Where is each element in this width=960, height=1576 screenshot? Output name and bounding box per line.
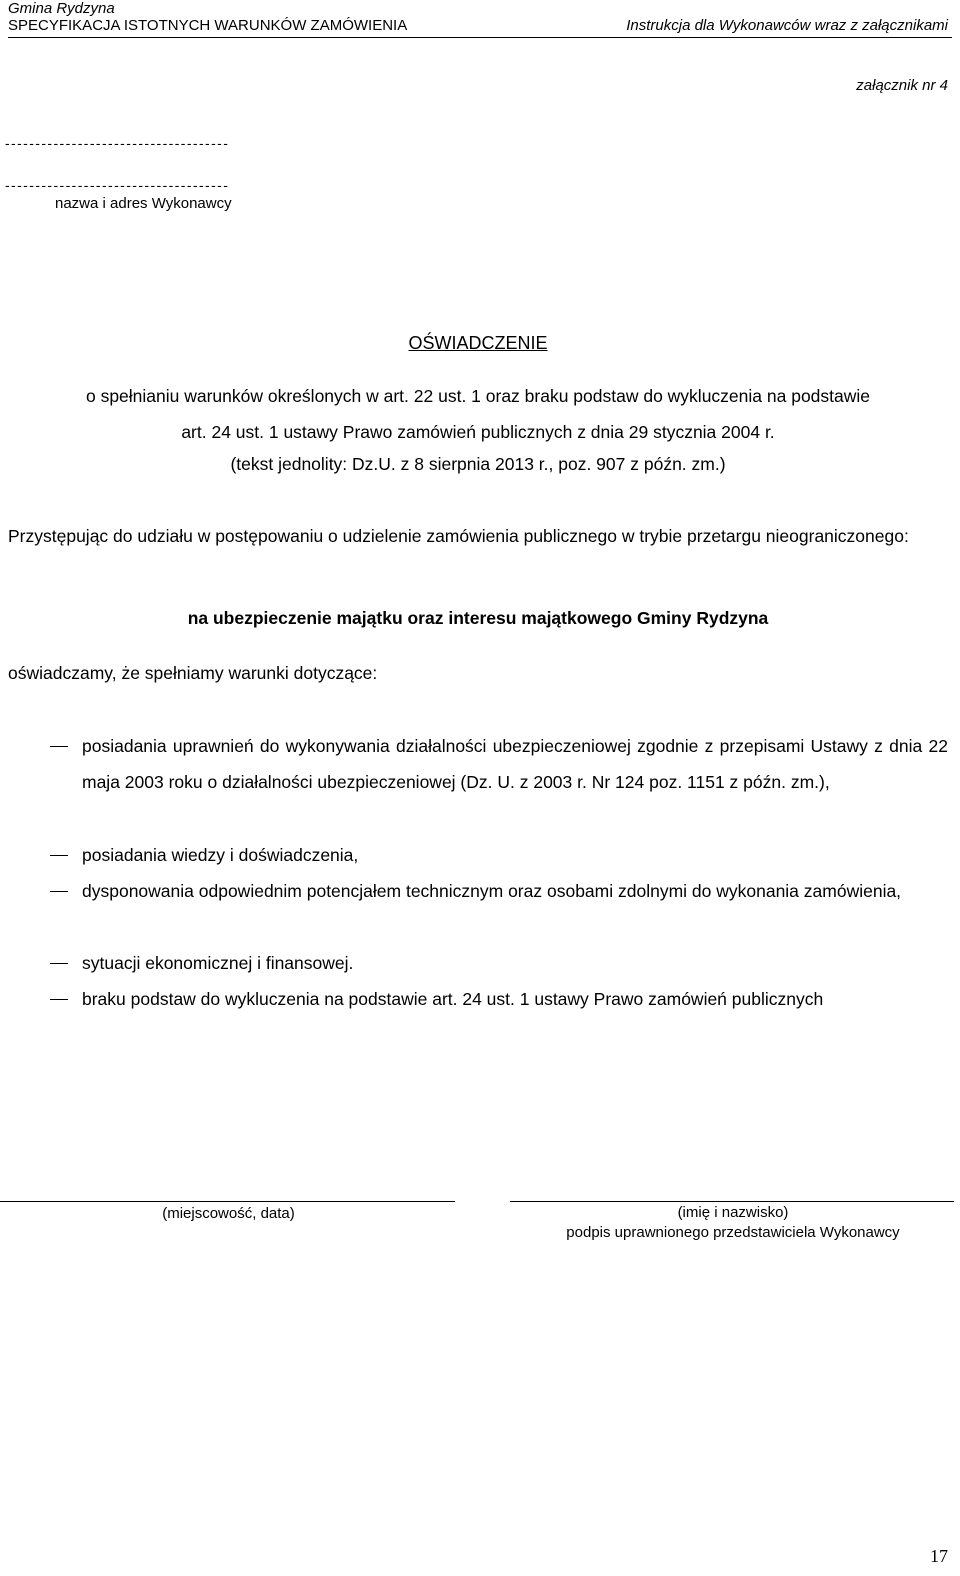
annex-label: załącznik nr 4 xyxy=(856,77,948,94)
contractor-label: nazwa i adres Wykonawcy xyxy=(55,195,232,212)
condition-item: dysponowania odpowiednim potencjałem technicznym oraz osobami zdolnymi do wykonania zamówienia, xyxy=(82,881,902,901)
condition-item: posiadania uprawnień do wykonywania działalności ubezpieczeniowej zgodnie z przepisami Ustawy z dnia 22 maja 2003 roku o działalności ubezpieczeniowej (Dz. U. z 2003 r. Nr 124 poz. 1151 z późn. zm.), xyxy=(82,736,948,792)
signature-line xyxy=(510,1201,954,1202)
contractor-fill-line-2: ------------------------------------- xyxy=(5,180,230,190)
statement-title: OŚWIADCZENIE xyxy=(408,333,548,353)
header-rule xyxy=(8,37,952,38)
procurement-subject: na ubezpieczenie majątku oraz interesu majątkowego Gminy Rydzyna xyxy=(187,608,769,628)
signatory-name-label: (imię i nazwisko) xyxy=(677,1204,789,1221)
condition-item: sytuacji ekonomicznej i finansowej. xyxy=(82,953,354,973)
list-dash-marker xyxy=(50,963,68,964)
contractor-fill-line-1: ------------------------------------- xyxy=(5,138,230,148)
header-document-title: SPECYFIKACJA ISTOTNYCH WARUNKÓW ZAMÓWIENIA xyxy=(8,17,408,34)
page-number: 17 xyxy=(930,1546,948,1566)
place-date-label: (miejscowość, data) xyxy=(162,1205,295,1222)
condition-item: braku podstaw do wykluczenia na podstawie art. 24 ust. 1 ustawy Prawo zamówień publicznych xyxy=(82,989,824,1009)
statement-subtitle-line: o spełnianiu warunków określonych w art. 22 ust. 1 oraz braku podstaw do wykluczenia na podstawie xyxy=(85,386,871,406)
declaration-text: oświadczamy, że spełniamy warunki dotyczące: xyxy=(8,663,378,683)
intro-paragraph: Przystępując do udziału w postępowaniu o udzielenie zamówienia publicznego w trybie przetargu nieograniczonego: xyxy=(8,526,909,546)
list-dash-marker xyxy=(50,999,68,1000)
header-section-title: Instrukcja dla Wykonawców wraz z załącznikami xyxy=(626,17,948,34)
condition-item: posiadania wiedzy i doświadczenia, xyxy=(82,845,359,865)
signatory-role-label: podpis uprawnionego przedstawiciela Wykonawcy xyxy=(566,1224,900,1241)
statement-subtitle-line: art. 24 ust. 1 ustawy Prawo zamówień publicznych z dnia 29 stycznia 2004 r. xyxy=(181,422,775,442)
list-dash-marker xyxy=(50,855,68,856)
list-dash-marker xyxy=(50,746,68,747)
list-dash-marker xyxy=(50,891,68,892)
place-date-line xyxy=(0,1201,455,1202)
header-organization: Gmina Rydzyna xyxy=(8,0,115,17)
statement-subtitle-line: (tekst jednolity: Dz.U. z 8 sierpnia 2013 r., poz. 907 z późn. zm.) xyxy=(230,454,726,474)
